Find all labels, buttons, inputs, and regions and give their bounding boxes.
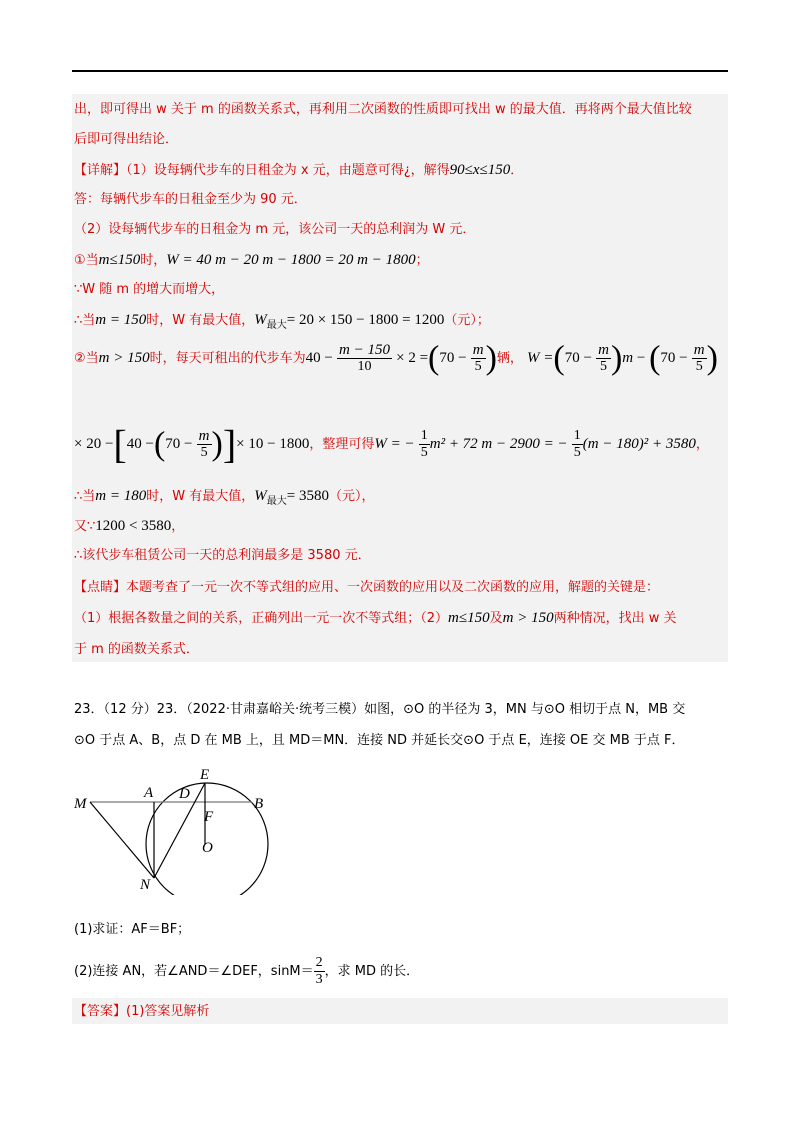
solution-line: 【点睛】本题考查了一元一次不等式组的应用、一次函数的应用以及二次函数的应用，解题的关键是： — [74, 580, 660, 595]
solution-line: ∴该代步车租赁公司一天的总利润最多是 3580 元． — [74, 548, 371, 563]
fraction: $\frac{1}{5}$ — [573, 428, 581, 460]
label-e: E — [200, 767, 210, 783]
solution-line: 后即可得出结论． — [74, 132, 179, 147]
solution-line: ∴当m = 150时，W 有最大值，$W_{最大}= 20 \times 150 - 1800 = 1200$（元）； — [74, 312, 490, 331]
solution-line: ①当m≤150时，W = 40 m − 20 m − 1800 = 20 m − 1800； — [74, 252, 429, 268]
fraction: $\frac{1}{5}$ — [420, 428, 428, 460]
solution-line: 答：每辆代步车的日租金至少为 90 元． — [74, 192, 307, 207]
circle-o — [146, 783, 268, 895]
tangent-mn — [90, 802, 154, 878]
solution-line: × 20 −[40 −(70 − $\frac{m}{5}$ )]× 10 − 1800，整理可得W = − $\frac{1}{5}$ m² + 72 m − 2900 = − $\frac{1}{5}$ (m − 180)² + 3580， — [74, 421, 709, 467]
answer-line: 【答案】(1)答案见解析 — [74, 1004, 210, 1019]
solution-line: （2）设每辆代步车的日租金为 m 元，该公司一天的总利润为 W 元． — [74, 222, 476, 237]
solution-line: ∴当m = 180时，W 有最大值，$W_{最大}= 3580$（元）， — [74, 488, 375, 507]
solution-line: 【详解】（1）设每辆代步车的日租金为 x 元，由题意可得¿，解得90≤x≤150． — [74, 162, 524, 178]
solution-line: 出，即可得出 w 关于 m 的函数关系式，再利用二次函数的性质即可找出 w 的最大值．再将两个最大值比较 — [74, 102, 692, 117]
fraction: $\frac{2}{3}$ — [315, 955, 323, 987]
solution-line: ∵W 随 m 的增大而增大， — [74, 282, 225, 297]
label-f: F — [204, 809, 214, 825]
label-m: M — [74, 796, 87, 812]
label-o: O — [202, 840, 213, 856]
fraction: $\frac{m - 150}{10}$ — [339, 342, 390, 374]
label-b: B — [254, 796, 264, 812]
label-n: N — [140, 877, 151, 893]
label-a: A — [144, 785, 154, 801]
geometry-figure — [70, 760, 280, 895]
label-d: D — [179, 786, 190, 802]
solution-line: 于 m 的函数关系式． — [74, 642, 199, 657]
question-part-1: (1)求证：AF＝BF； — [74, 922, 191, 937]
question-line: 23．（12 分）23．（2022·甘肃嘉峪关·统考三模）如图，⊙O 的半径为 3，MN 与⊙O 相切于点 N，MB 交 — [74, 702, 686, 717]
fraction: $\frac{m}{5}$ — [198, 428, 210, 460]
solution-line: 又∵1200 < 3580， — [74, 518, 185, 534]
solution-line: （1）根据各数量之间的关系，正确列出一元一次不等式组；（2）m≤150及m > 150两种情况，找出 w 关 — [74, 610, 677, 626]
question-line: ⊙O 于点 A、B，点 D 在 MB 上，且 MD＝MN．连接 ND 并延长交⊙O 于点 E，连接 OE 交 MB 于点 F． — [74, 733, 685, 748]
fraction: $\frac{m}{5}$ — [598, 342, 609, 374]
fraction: $\frac{m}{5}$ — [472, 342, 484, 374]
fraction: $\frac{m}{5}$ — [693, 342, 705, 374]
top-rule — [72, 70, 728, 72]
solution-line: ②当m > 150时，每天可租出的代步车为40 − $\frac{m - 150}{10}$ × 2 =(70 − $\frac{m}{5}$ )辆， W =(70 − $\frac{m}{5}$ )m − (70 − $\frac{m}{5}$ ) — [74, 339, 718, 377]
question-part-2: (2)连接 AN，若∠AND＝∠DEF，sinM＝ $\frac{2}{3}$ ，求 MD 的长． — [74, 955, 420, 987]
